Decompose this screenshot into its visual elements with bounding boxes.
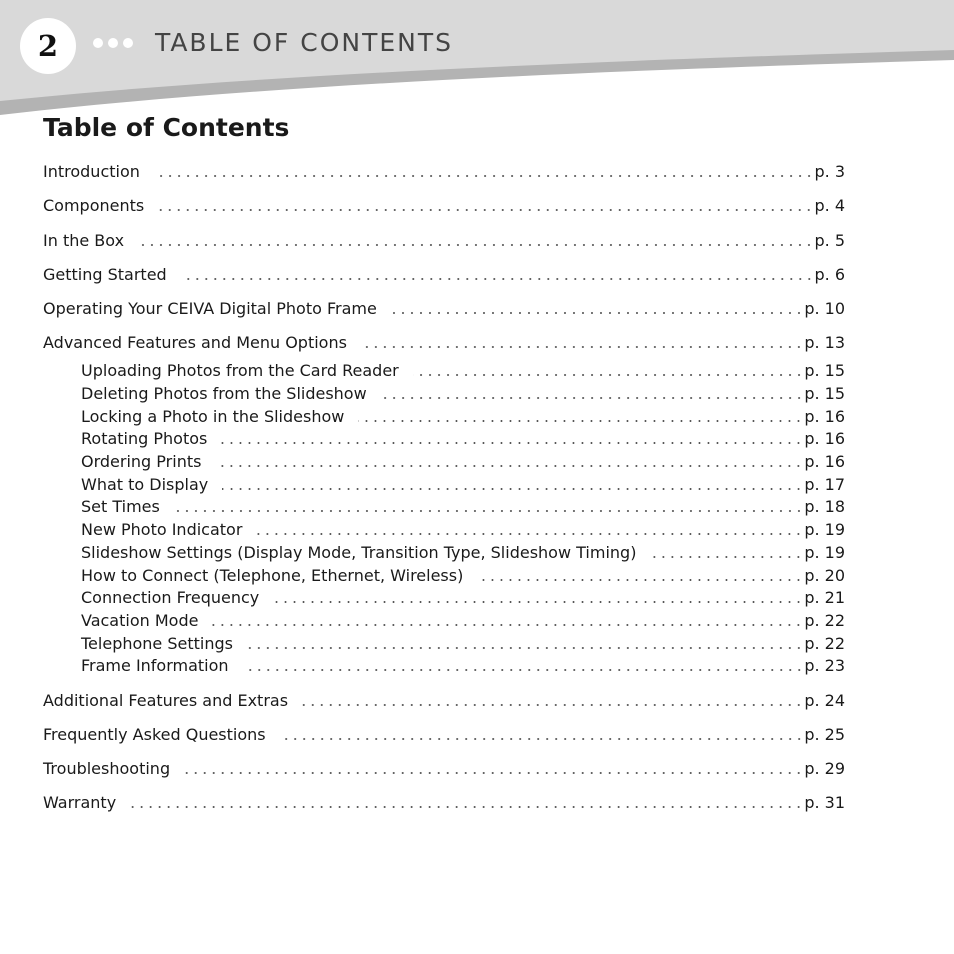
toc-subentry[interactable] bbox=[81, 382, 845, 404]
toc-entry-label: Components bbox=[43, 196, 145, 215]
toc-subentry[interactable] bbox=[81, 632, 845, 654]
toc-entry-label: What to Display bbox=[81, 475, 209, 494]
running-header-title: TABLE OF CONTENTS bbox=[155, 28, 454, 57]
toc-entry-page: p. 22 bbox=[804, 634, 845, 653]
toc-entry-label: Operating Your CEIVA Digital Photo Frame bbox=[43, 299, 377, 318]
toc-entry-page: p. 20 bbox=[804, 566, 845, 585]
page-title: Table of Contents bbox=[43, 113, 290, 142]
toc-entry[interactable] bbox=[43, 194, 845, 216]
toc-entry-label: Locking a Photo in the Slideshow bbox=[81, 407, 345, 426]
toc-subentry[interactable] bbox=[81, 495, 845, 517]
toc-entry-label: In the Box bbox=[43, 231, 125, 250]
toc-entry-page: p. 3 bbox=[814, 162, 845, 181]
toc-entry-page: p. 31 bbox=[804, 793, 845, 812]
toc-entry-label: Advanced Features and Menu Options bbox=[43, 333, 347, 352]
toc-subentry[interactable] bbox=[81, 654, 845, 676]
toc-subentry[interactable] bbox=[81, 518, 845, 540]
toc-entry-page: p. 18 bbox=[804, 497, 845, 516]
dot-leader bbox=[154, 174, 814, 178]
dot-leader bbox=[391, 311, 803, 315]
dot-leader bbox=[247, 646, 803, 650]
toc-entry-page: p. 15 bbox=[804, 361, 845, 380]
toc-entry-label: Uploading Photos from the Card Reader bbox=[81, 361, 399, 380]
toc-entry-label: Frame Information bbox=[81, 656, 229, 675]
toc-subentry[interactable] bbox=[81, 564, 845, 586]
toc-entry[interactable] bbox=[43, 791, 845, 813]
toc-entry-page: p. 19 bbox=[804, 543, 845, 562]
dot-leader bbox=[221, 441, 803, 445]
toc-entry-page: p. 23 bbox=[804, 656, 845, 675]
dot-leader bbox=[212, 623, 803, 627]
toc-entry-page: p. 16 bbox=[804, 429, 845, 448]
toc-entry-page: p. 6 bbox=[814, 265, 845, 284]
toc-entry[interactable] bbox=[43, 757, 845, 779]
toc-entry-label: Set Times bbox=[81, 497, 160, 516]
toc-entry-page: p. 15 bbox=[804, 384, 845, 403]
toc-entry[interactable] bbox=[43, 297, 845, 319]
toc-entry-page: p. 21 bbox=[804, 588, 845, 607]
toc-subentry[interactable] bbox=[81, 586, 845, 608]
toc-entry-label: Troubleshooting bbox=[43, 759, 171, 778]
toc-entry[interactable] bbox=[43, 160, 845, 182]
dot-leader bbox=[256, 532, 803, 536]
toc-entry[interactable] bbox=[43, 331, 845, 353]
toc-subentry[interactable] bbox=[81, 473, 845, 495]
toc-subentry[interactable] bbox=[81, 541, 845, 563]
dot-leader bbox=[174, 509, 803, 513]
dot-leader bbox=[158, 208, 813, 212]
dot-leader bbox=[215, 464, 803, 468]
toc-entry-page: p. 29 bbox=[804, 759, 845, 778]
dot-leader bbox=[138, 243, 813, 247]
toc-entry-label: Deleting Photos from the Slideshow bbox=[81, 384, 367, 403]
toc-entry-page: p. 19 bbox=[804, 520, 845, 539]
toc-entry-page: p. 25 bbox=[804, 725, 845, 744]
dot-leader bbox=[184, 771, 803, 775]
toc-entry-label: Slideshow Settings (Display Mode, Transition Type, Slideshow Timing) bbox=[81, 543, 637, 562]
toc-subentry[interactable] bbox=[81, 427, 845, 449]
toc-entry[interactable] bbox=[43, 263, 845, 285]
dot-leader bbox=[130, 805, 803, 809]
toc-entry-label: Additional Features and Extras bbox=[43, 691, 289, 710]
toc-entry-label: Frequently Asked Questions bbox=[43, 725, 266, 744]
toc-entry-label: Telephone Settings bbox=[81, 634, 233, 653]
dot-leader bbox=[381, 396, 804, 400]
toc-entry-page: p. 24 bbox=[804, 691, 845, 710]
toc-entry-label: Introduction bbox=[43, 162, 140, 181]
toc-entry-page: p. 17 bbox=[804, 475, 845, 494]
dot-leader bbox=[280, 737, 804, 741]
toc-entry-page: p. 10 bbox=[804, 299, 845, 318]
dot-leader bbox=[273, 600, 803, 604]
toc-subentry[interactable] bbox=[81, 450, 845, 472]
toc-entry[interactable] bbox=[43, 723, 845, 745]
toc-entry-label: Getting Started bbox=[43, 265, 167, 284]
toc-subentry[interactable] bbox=[81, 609, 845, 631]
dot-leader bbox=[243, 668, 804, 672]
dot-leader bbox=[358, 419, 803, 423]
toc-entry-page: p. 16 bbox=[804, 452, 845, 471]
dot-leader bbox=[302, 703, 803, 707]
toc-entry-page: p. 5 bbox=[814, 231, 845, 250]
toc-entry[interactable] bbox=[43, 229, 845, 251]
toc-entry-label: Ordering Prints bbox=[81, 452, 202, 471]
dot-leader bbox=[650, 555, 803, 559]
dot-leader bbox=[181, 277, 814, 281]
toc-entry-label: New Photo Indicator bbox=[81, 520, 243, 539]
toc-entry-page: p. 16 bbox=[804, 407, 845, 426]
toc-entry-page: p. 22 bbox=[804, 611, 845, 630]
dot-leader bbox=[477, 578, 803, 582]
toc-entry-label: Rotating Photos bbox=[81, 429, 208, 448]
dot-leader bbox=[413, 373, 804, 377]
toc-entry-label: How to Connect (Telephone, Ethernet, Wireless) bbox=[81, 566, 464, 585]
toc-entry-label: Vacation Mode bbox=[81, 611, 199, 630]
toc-entry[interactable] bbox=[43, 689, 845, 711]
toc-entry-page: p. 13 bbox=[804, 333, 845, 352]
toc-subentry[interactable] bbox=[81, 359, 845, 381]
toc-entry-label: Connection Frequency bbox=[81, 588, 260, 607]
toc-subentry[interactable] bbox=[81, 405, 845, 427]
dot-leader bbox=[361, 345, 803, 349]
dot-leader bbox=[222, 487, 803, 491]
toc-entry-page: p. 4 bbox=[814, 196, 845, 215]
page-number: 2 bbox=[37, 29, 59, 63]
toc-entry-label: Warranty bbox=[43, 793, 117, 812]
